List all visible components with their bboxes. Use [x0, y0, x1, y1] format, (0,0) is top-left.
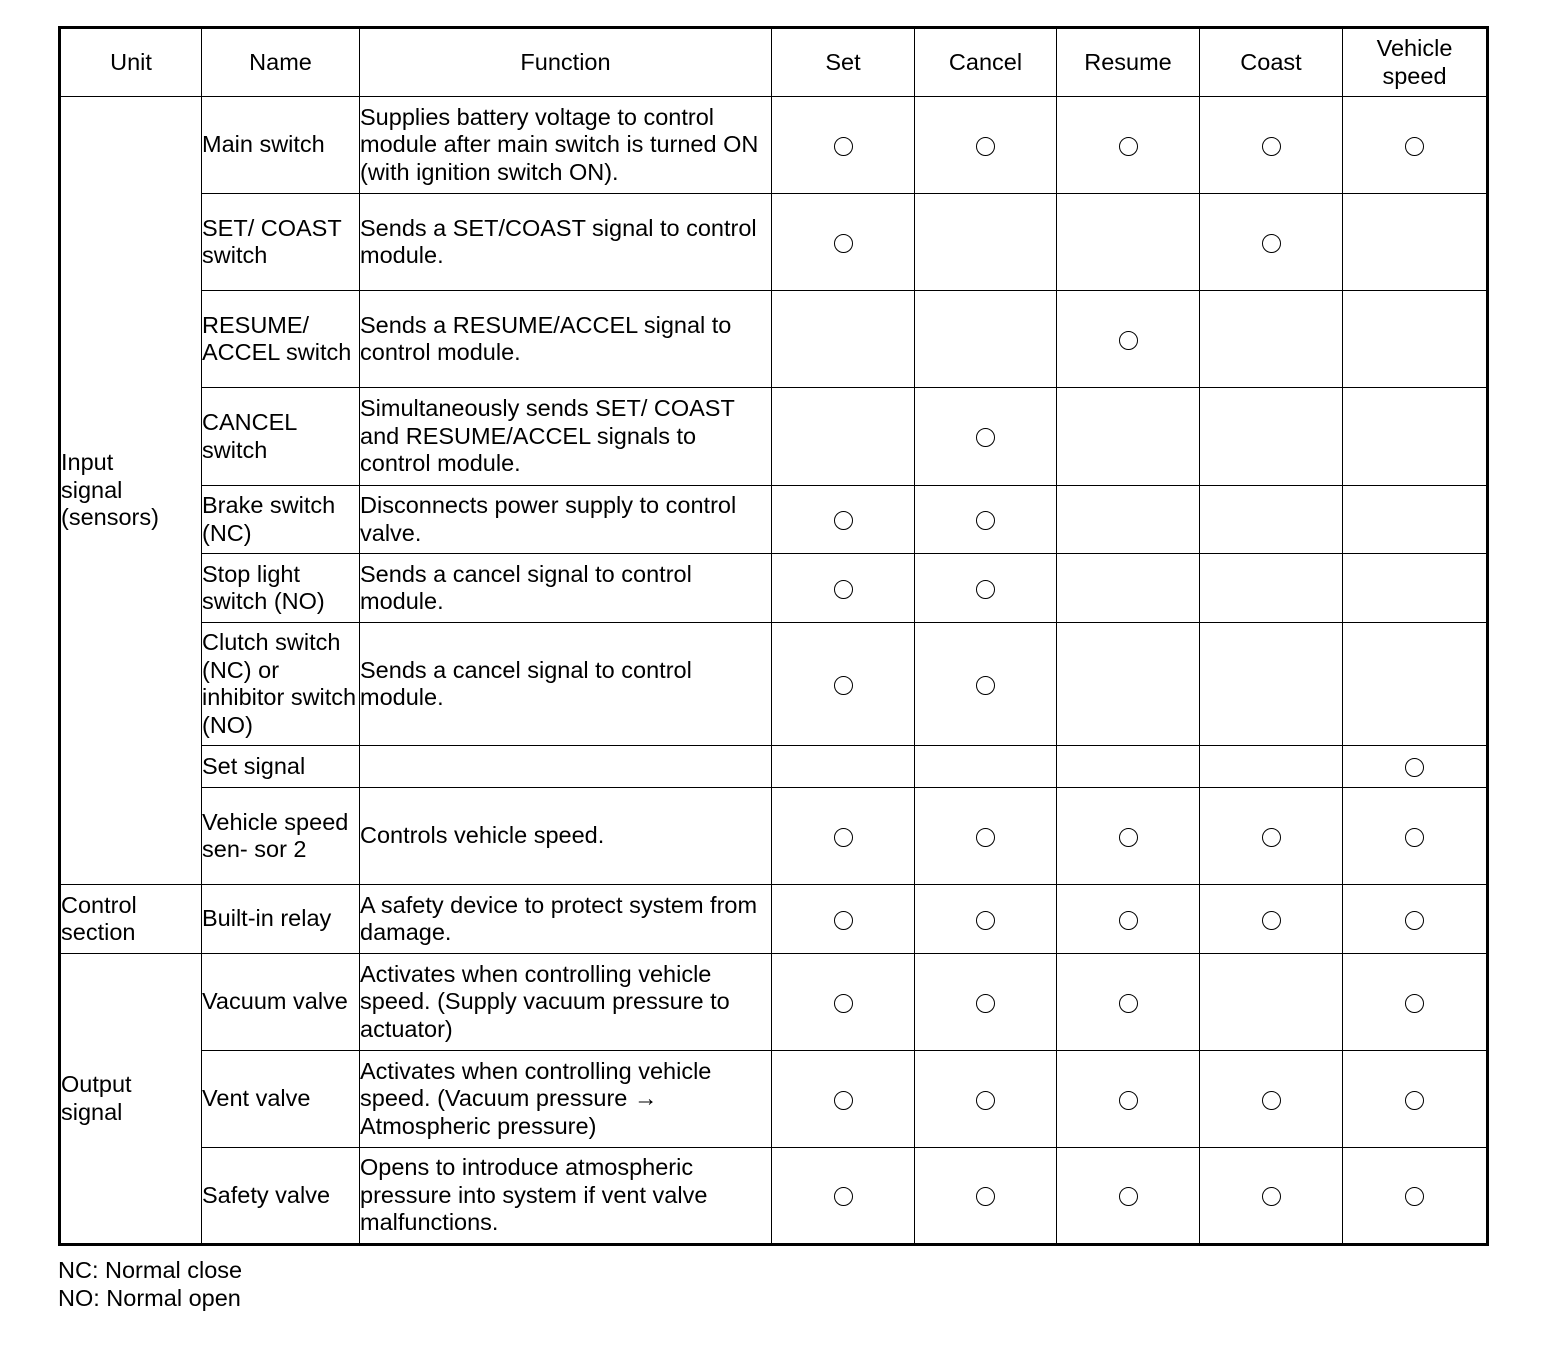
mark-cell	[1200, 885, 1343, 954]
mark-cell	[1200, 291, 1343, 388]
row-function: Sends a cancel signal to control module.	[360, 554, 772, 623]
table-row	[60, 746, 1488, 788]
mark-cell	[1057, 746, 1200, 788]
header-resume: Resume	[1057, 28, 1200, 97]
table-row	[60, 554, 1488, 623]
mark-cell	[1343, 746, 1488, 788]
circle-icon	[834, 911, 853, 930]
mark-cell	[1057, 554, 1200, 623]
row-name: RESUME/ ACCEL switch	[202, 291, 360, 388]
mark-cell	[1343, 885, 1488, 954]
circle-icon	[834, 828, 853, 847]
function-table	[58, 26, 1489, 1246]
mark-cell	[1200, 97, 1343, 194]
row-name: CANCEL switch	[202, 388, 360, 486]
table-row	[60, 623, 1488, 746]
table-row	[60, 291, 1488, 388]
circle-icon	[976, 137, 995, 156]
circle-icon	[976, 1091, 995, 1110]
circle-icon	[976, 676, 995, 695]
header-name: Name	[202, 28, 360, 97]
row-function: Sends a RESUME/ACCEL signal to control module.	[360, 291, 772, 388]
row-name: Built-in relay	[202, 885, 360, 954]
row-function: Supplies battery voltage to control module after main switch is turned ON (with ignition switch ON).	[360, 97, 772, 194]
mark-cell	[1057, 623, 1200, 746]
table-row	[60, 1148, 1488, 1245]
mark-cell	[1200, 623, 1343, 746]
table-row	[60, 885, 1488, 954]
row-function: Disconnects power supply to control valve.	[360, 486, 772, 554]
mark-cell	[772, 97, 915, 194]
table-body	[60, 97, 1488, 1245]
circle-icon	[976, 994, 995, 1013]
mark-cell	[772, 885, 915, 954]
mark-cell	[1343, 623, 1488, 746]
mark-cell	[1057, 954, 1200, 1051]
header-coast: Coast	[1200, 28, 1343, 97]
mark-cell	[1057, 97, 1200, 194]
circle-icon	[976, 428, 995, 447]
row-function: Activates when controlling vehicle speed. (Supply vacuum pressure to actuator)	[360, 954, 772, 1051]
header-row	[60, 28, 1488, 97]
circle-icon	[1262, 137, 1281, 156]
mark-cell	[915, 194, 1057, 291]
circle-icon	[834, 511, 853, 530]
row-name: Vent valve	[202, 1051, 360, 1148]
mark-cell	[1343, 486, 1488, 554]
circle-icon	[976, 1187, 995, 1206]
mark-cell	[772, 788, 915, 885]
mark-cell	[915, 788, 1057, 885]
row-name: Clutch switch (NC) or inhibitor switch (NO)	[202, 623, 360, 746]
mark-cell	[1343, 954, 1488, 1051]
header-function: Function	[360, 28, 772, 97]
mark-cell	[1200, 954, 1343, 1051]
circle-icon	[1119, 828, 1138, 847]
table-row	[60, 1051, 1488, 1148]
row-name: SET/ COAST switch	[202, 194, 360, 291]
mark-cell	[915, 623, 1057, 746]
circle-icon	[1262, 234, 1281, 253]
circle-icon	[976, 580, 995, 599]
mark-cell	[1343, 554, 1488, 623]
circle-icon	[834, 580, 853, 599]
circle-icon	[1262, 911, 1281, 930]
mark-cell	[1057, 1051, 1200, 1148]
row-function: Opens to introduce atmospheric pressure into system if vent valve malfunctions.	[360, 1148, 772, 1245]
circle-icon	[1405, 828, 1424, 847]
mark-cell	[772, 291, 915, 388]
mark-cell	[1343, 97, 1488, 194]
circle-icon	[1119, 1091, 1138, 1110]
row-name: Brake switch (NC)	[202, 486, 360, 554]
mark-cell	[915, 291, 1057, 388]
row-function: A safety device to protect system from damage.	[360, 885, 772, 954]
table-row	[60, 97, 1488, 194]
circle-icon	[1262, 1187, 1281, 1206]
footnotes	[58, 1256, 242, 1312]
mark-cell	[772, 194, 915, 291]
mark-cell	[1200, 554, 1343, 623]
circle-icon	[976, 828, 995, 847]
mark-cell	[1200, 486, 1343, 554]
circle-icon	[1405, 758, 1424, 777]
mark-cell	[1200, 788, 1343, 885]
row-name: Safety valve	[202, 1148, 360, 1245]
mark-cell	[1057, 194, 1200, 291]
mark-cell	[1057, 486, 1200, 554]
header-unit: Unit	[60, 28, 202, 97]
row-function	[360, 746, 772, 788]
row-name: Set signal	[202, 746, 360, 788]
circle-icon	[1119, 137, 1138, 156]
mark-cell	[915, 885, 1057, 954]
mark-cell	[1057, 388, 1200, 486]
row-name: Vacuum valve	[202, 954, 360, 1051]
circle-icon	[834, 676, 853, 695]
mark-cell	[1343, 1051, 1488, 1148]
row-function: Sends a cancel signal to control module.	[360, 623, 772, 746]
mark-cell	[1200, 746, 1343, 788]
mark-cell	[772, 746, 915, 788]
mark-cell	[772, 1148, 915, 1245]
mark-cell	[915, 554, 1057, 623]
mark-cell	[772, 486, 915, 554]
unit-output-signal: Output signal	[60, 954, 202, 1245]
table-row	[60, 486, 1488, 554]
circle-icon	[1119, 1187, 1138, 1206]
table-row	[60, 194, 1488, 291]
mark-cell	[1343, 1148, 1488, 1245]
mark-cell	[1057, 1148, 1200, 1245]
row-function: Sends a SET/COAST signal to control module.	[360, 194, 772, 291]
mark-cell	[915, 486, 1057, 554]
circle-icon	[1405, 137, 1424, 156]
mark-cell	[1200, 1148, 1343, 1245]
row-name: Vehicle speed sen- sor 2	[202, 788, 360, 885]
mark-cell	[1057, 885, 1200, 954]
mark-cell	[915, 97, 1057, 194]
row-function: Controls vehicle speed.	[360, 788, 772, 885]
circle-icon	[1405, 1091, 1424, 1110]
header-vehicle-speed: Vehicle speed	[1343, 28, 1488, 97]
mark-cell	[1200, 194, 1343, 291]
mark-cell	[915, 388, 1057, 486]
mark-cell	[915, 954, 1057, 1051]
header-cancel: Cancel	[915, 28, 1057, 97]
circle-icon	[834, 137, 853, 156]
circle-icon	[834, 1187, 853, 1206]
circle-icon	[1262, 1091, 1281, 1110]
mark-cell	[1343, 291, 1488, 388]
unit-input-signal: Input signal (sensors)	[60, 97, 202, 885]
circle-icon	[976, 511, 995, 530]
note-nc: NC: Normal close	[58, 1257, 243, 1283]
table-row	[60, 954, 1488, 1051]
mark-cell	[772, 554, 915, 623]
mark-cell	[1057, 291, 1200, 388]
row-function: Simultaneously sends SET/ COAST and RESUME/ACCEL signals to control module.	[360, 388, 772, 486]
circle-icon	[1405, 1187, 1424, 1206]
circle-icon	[1119, 911, 1138, 930]
table-row	[60, 388, 1488, 486]
mark-cell	[772, 954, 915, 1051]
unit-control-section: Control section	[60, 885, 202, 954]
circle-icon	[1405, 911, 1424, 930]
mark-cell	[1200, 388, 1343, 486]
circle-icon	[1119, 331, 1138, 350]
note-no: NO: Normal open	[58, 1285, 241, 1311]
circle-icon	[1119, 994, 1138, 1013]
circle-icon	[834, 994, 853, 1013]
mark-cell	[1343, 788, 1488, 885]
row-name: Stop light switch (NO)	[202, 554, 360, 623]
row-function: Activates when controlling vehicle speed. (Vacuum pressure → Atmospheric pressure)	[360, 1051, 772, 1148]
circle-icon	[834, 234, 853, 253]
circle-icon	[1405, 994, 1424, 1013]
circle-icon	[976, 911, 995, 930]
header-set: Set	[772, 28, 915, 97]
mark-cell	[915, 1148, 1057, 1245]
mark-cell	[1057, 788, 1200, 885]
mark-cell	[1200, 1051, 1343, 1148]
circle-icon	[834, 1091, 853, 1110]
mark-cell	[1343, 194, 1488, 291]
circle-icon	[1262, 828, 1281, 847]
mark-cell	[772, 1051, 915, 1148]
table-row	[60, 788, 1488, 885]
mark-cell	[915, 746, 1057, 788]
mark-cell	[772, 388, 915, 486]
mark-cell	[915, 1051, 1057, 1148]
mark-cell	[1343, 388, 1488, 486]
row-name: Main switch	[202, 97, 360, 194]
mark-cell	[772, 623, 915, 746]
